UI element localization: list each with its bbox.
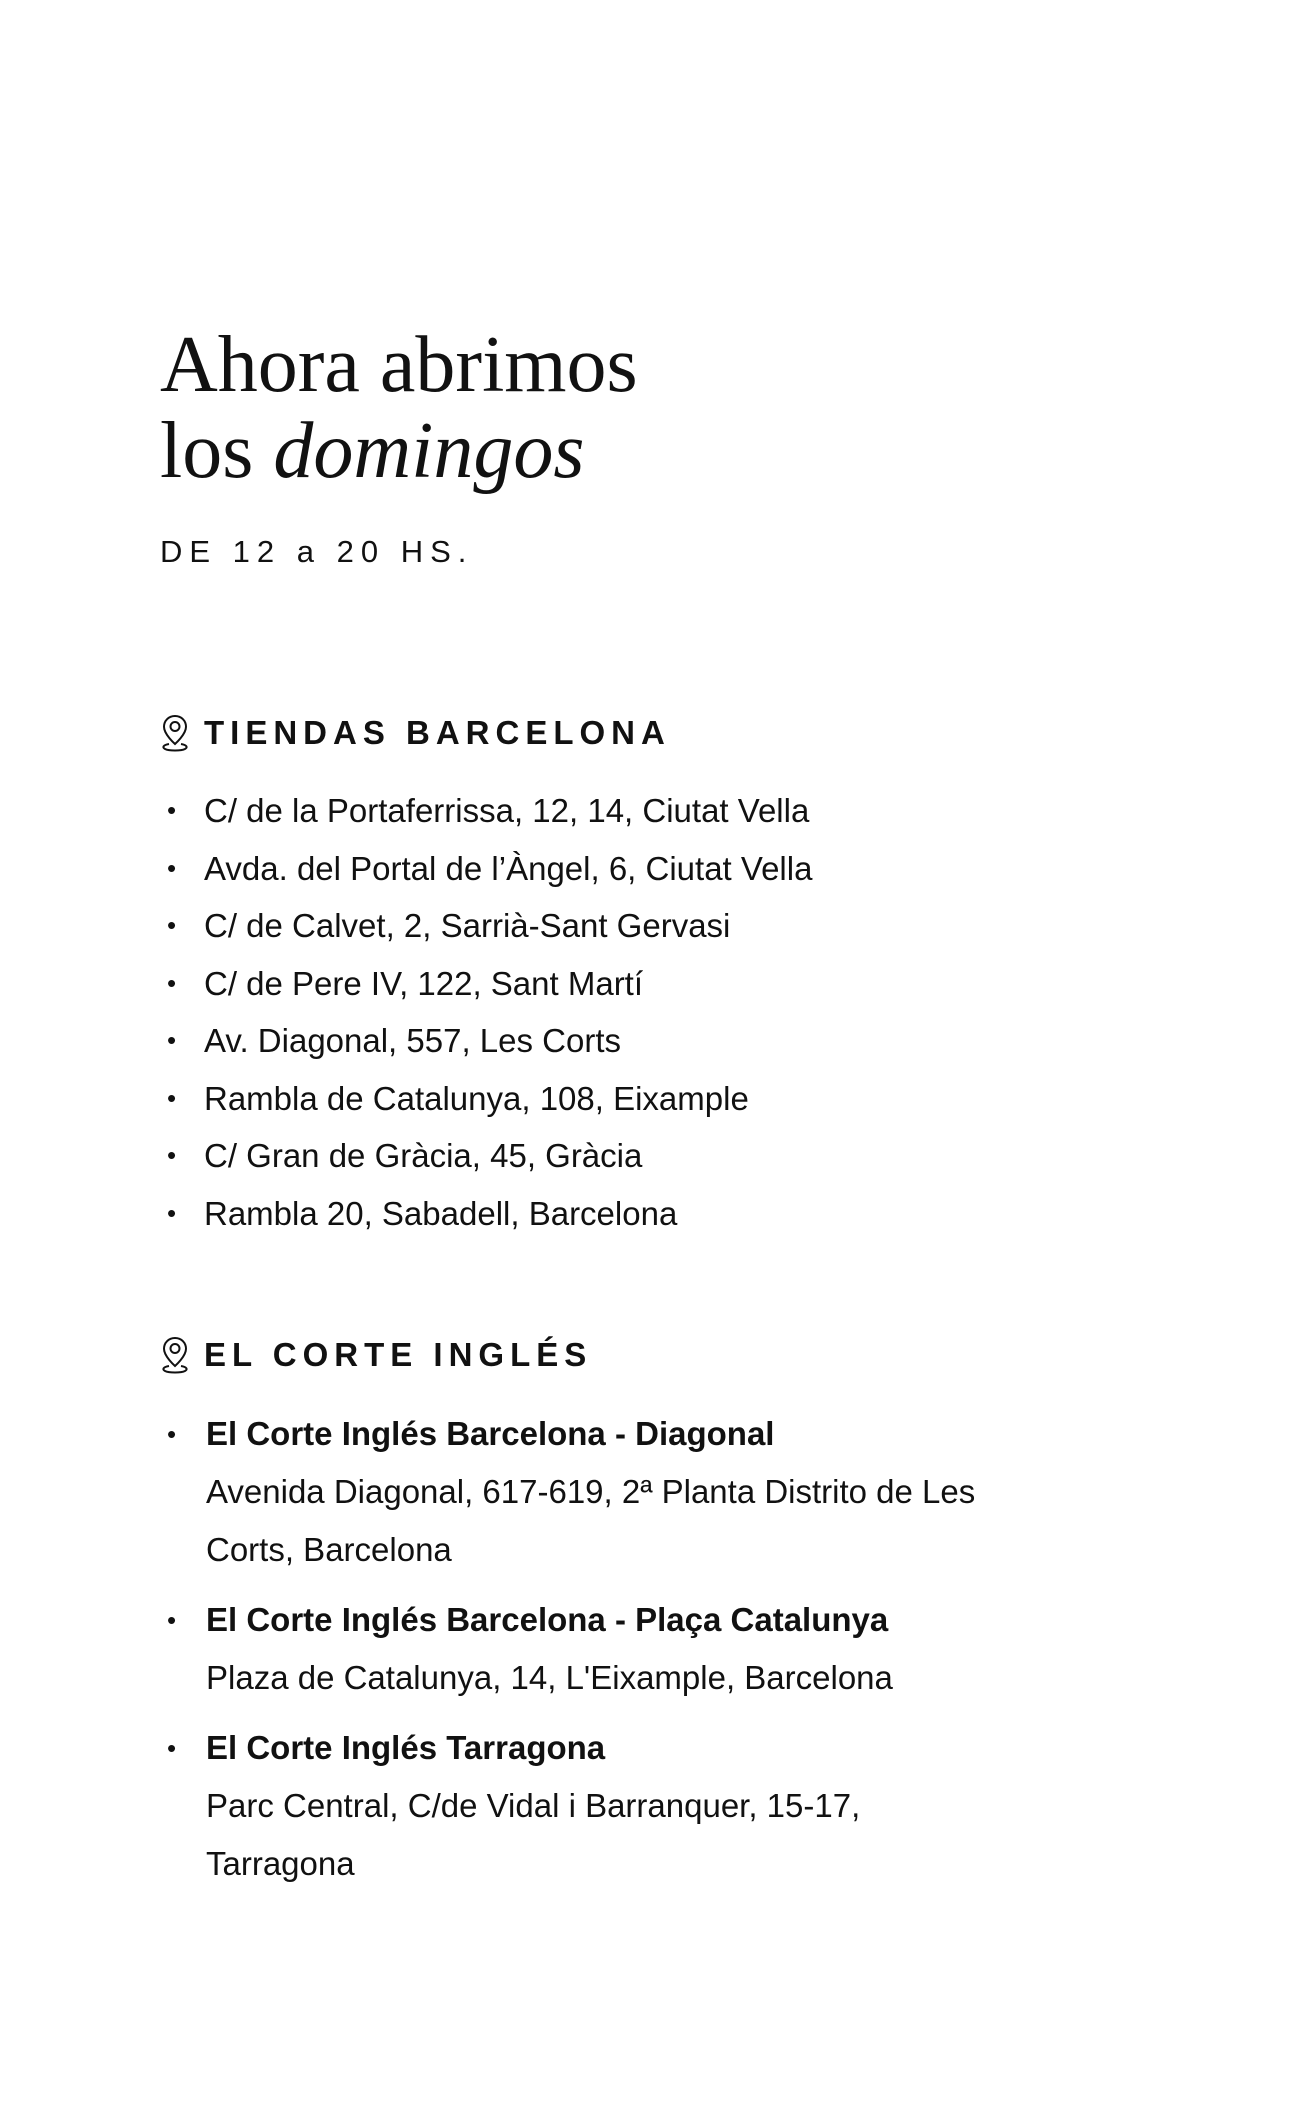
store-name: El Corte Inglés Barcelona - Plaça Catalunya	[206, 1601, 889, 1638]
store-address: C/ de la Portaferrissa, 12, 14, Ciutat Vella	[204, 792, 810, 829]
bullet: •	[167, 795, 177, 825]
bullet: •	[167, 1605, 177, 1635]
list-item	[160, 1185, 812, 1243]
bullet: •	[167, 1419, 177, 1449]
store-address: Avenida Diagonal, 617-619, 2ª Planta Distrito de Les Corts, Barcelona	[206, 1473, 976, 1568]
list-item	[160, 955, 812, 1013]
location-pin-icon	[160, 713, 190, 753]
section-title-tiendas: TIENDAS BARCELONA	[204, 714, 671, 751]
bullet: •	[167, 910, 177, 940]
list-item	[160, 1405, 1006, 1579]
store-address: Avda. del Portal de l’Àngel, 6, Ciutat Vella	[204, 849, 813, 887]
section-title-corte-ingles: EL CORTE INGLÉS	[204, 1336, 593, 1373]
list-item	[160, 1127, 812, 1185]
location-pin-icon	[160, 1335, 190, 1375]
store-address: C/ de Pere IV, 122, Sant Martí	[204, 964, 644, 1002]
list-item	[160, 1719, 1006, 1893]
title-line-2	[160, 408, 638, 494]
bullet: •	[167, 1025, 177, 1055]
section-header-tiendas	[160, 713, 671, 753]
title-line-2-plain: los	[160, 407, 274, 495]
title-line-2-italic: domingos	[273, 407, 585, 495]
bullet: •	[167, 852, 177, 883]
title-line-1: Ahora abrimos	[160, 321, 638, 409]
list-item	[160, 1591, 1006, 1707]
store-name: El Corte Inglés Tarragona	[206, 1729, 606, 1766]
list-item	[160, 840, 812, 898]
bullet: •	[167, 1082, 177, 1113]
page-title	[160, 322, 638, 494]
corte-ingles-list	[160, 1405, 1006, 1905]
store-address: Av. Diagonal, 557, Les Corts	[204, 1022, 622, 1059]
bullet: •	[167, 1197, 177, 1228]
bullet: •	[167, 1733, 177, 1763]
store-name: El Corte Inglés Barcelona - Diagonal	[206, 1415, 775, 1452]
list-item	[160, 897, 812, 955]
store-address: Rambla de Catalunya, 108, Eixample	[204, 1079, 749, 1117]
store-address: Plaza de Catalunya, 14, L'Eixample, Barcelona	[206, 1659, 893, 1696]
section-header-corte-ingles	[160, 1335, 592, 1375]
store-address: C/ de Calvet, 2, Sarrià-Sant Gervasi	[204, 907, 731, 944]
store-address: C/ Gran de Gràcia, 45, Gràcia	[204, 1137, 643, 1174]
bullet: •	[167, 1140, 177, 1170]
list-item	[160, 1070, 812, 1128]
bullet: •	[167, 967, 177, 998]
opening-hours: DE 12 a 20 HS.	[160, 534, 474, 569]
list-item	[160, 1012, 812, 1070]
store-address: Parc Central, C/de Vidal i Barranquer, 15-17, Tarragona	[206, 1787, 861, 1882]
store-address: Rambla 20, Sabadell, Barcelona	[204, 1194, 678, 1232]
list-item	[160, 782, 812, 840]
tiendas-list	[160, 782, 812, 1242]
